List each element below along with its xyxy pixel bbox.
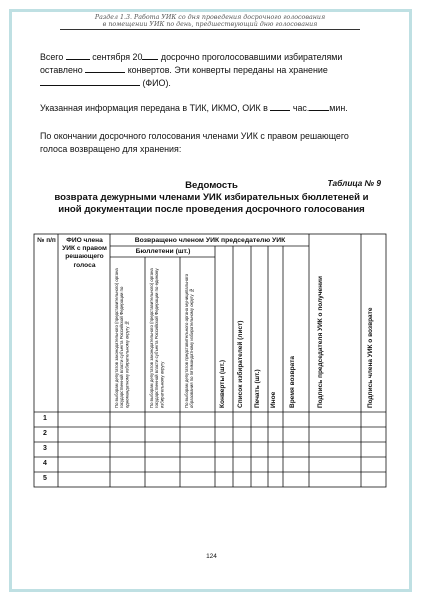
paragraph-info-transfer: Указанная информация передана в ТИК, ИКМО, ОИК в час. мин. [40,103,348,113]
col-header-ballot-single-mandate: По выборам депутатов законодательного (представительного) органа государственной власти субъекта Российской Федерации по одномандатному избирательному округу № [114,268,130,408]
document-title: Ведомость [185,180,238,191]
row-number: 1 [43,415,47,422]
table-number: Таблица № 9 [327,178,381,188]
col-header-voter-list: Список избирателей (лист) [237,320,244,408]
row-number: 5 [43,475,47,482]
col-header-fio: ФИО члена УИК с правом решающего голоса [62,237,107,269]
row-number: 2 [43,430,47,437]
running-header-line-2: в помещении УИК по день, предшествующий дню голосования [60,21,360,30]
row-number: 3 [43,445,47,452]
paragraph-returned: По окончании досрочного голосования членами УИК с правом решающего голоса возвращено для хранения: [40,131,349,154]
col-header-other: Иное [270,391,277,408]
running-header-line-1: Раздел 1.3. Работа УИК со дня проведения досрочного голосования [94,14,326,21]
col-header-seal: Печать (шт.) [254,369,261,408]
col-header-number: № п/п [37,237,56,244]
document-subtitle-line-1: возврата дежурными членами УИК избирательных бюллетеней и [54,192,369,203]
col-header-chair-signature: Подпись председателя УИК о получении [317,275,324,408]
col-header-ballot-municipal: По выборам депутатов представительного органа муниципального образования по пятимандатному избирательному округу № [184,273,195,408]
col-header-envelopes: Конверты (шт.) [219,360,226,408]
paragraph-ballots-left: Всего сентября 20 досрочно проголосовавшими избирателями оставлено конвертов. Эти конверты переданы на хранение (ФИО). [40,52,343,88]
row-number: 4 [43,460,47,467]
col-header-member-signature: Подпись члена УИК о возврате [367,307,374,408]
group-header-ballots: Бюллетени (шт.) [135,248,191,255]
document-subtitle-line-2: иной документации после проведения досрочного голосования [58,204,365,215]
col-header-ballot-unified: По выборам депутатов законодательного (представительного) органа государственной власти субъекта Российской Федерации по единому избирательному округу [149,268,165,408]
page-number: 124 [206,553,217,560]
group-header-returned: Возвращено членом УИК председателю УИК [134,237,286,244]
col-header-return-time: Время возврата [289,355,296,408]
